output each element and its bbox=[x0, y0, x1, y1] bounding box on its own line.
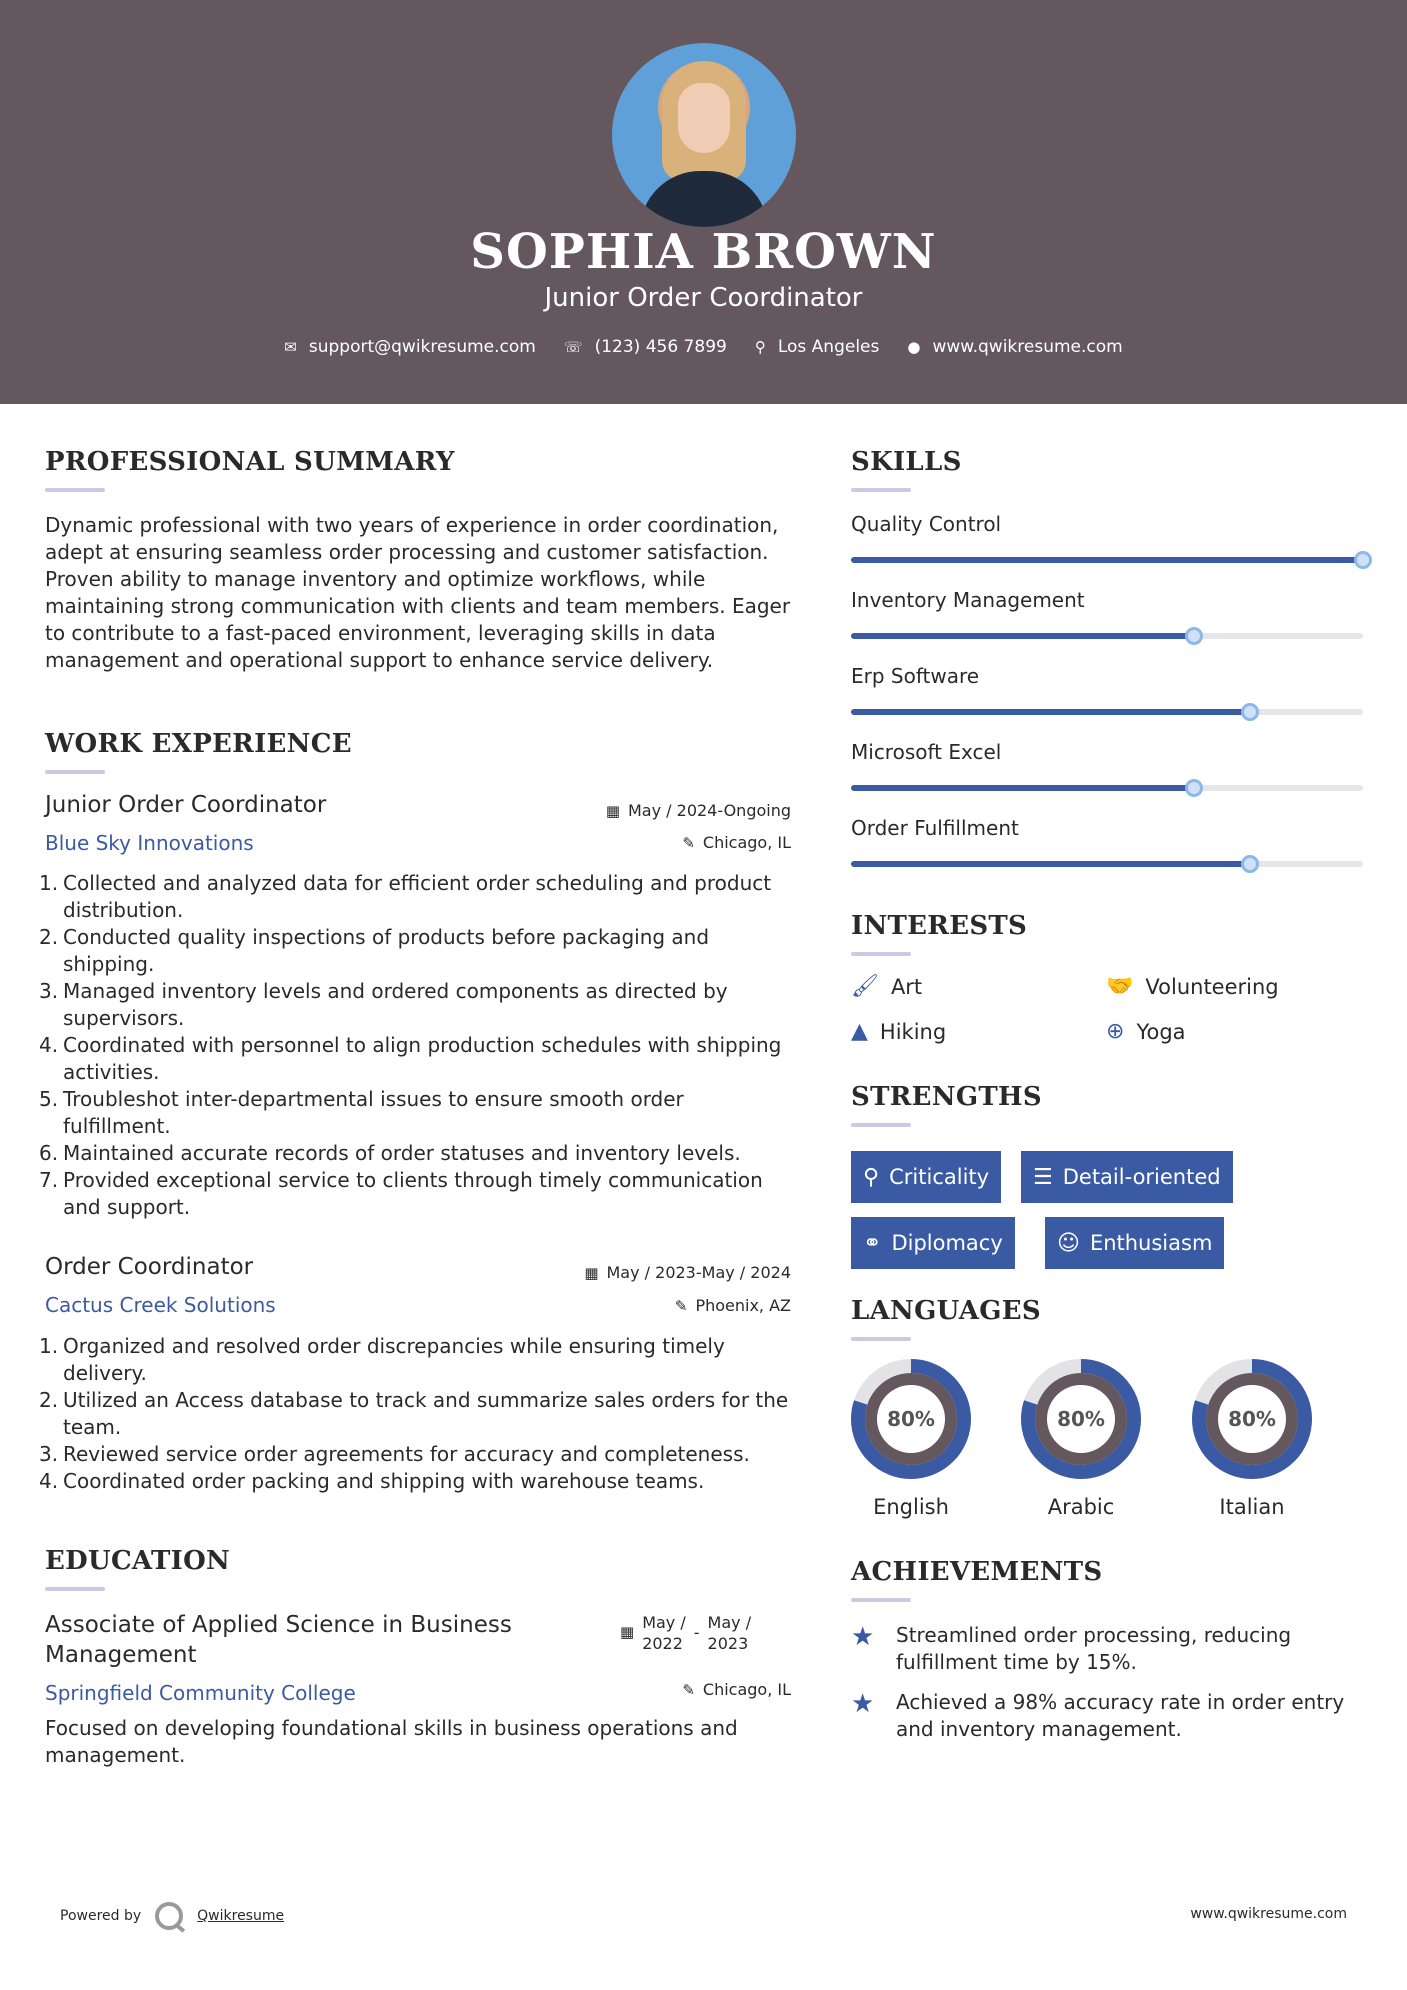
skill-level-bar bbox=[851, 557, 1363, 563]
interest-item: ▲ Hiking bbox=[851, 1019, 947, 1044]
star-icon: ★ bbox=[851, 1689, 875, 1719]
star-icon: ★ bbox=[851, 1622, 875, 1652]
job-location: ✎ Phoenix, AZ bbox=[674, 1296, 791, 1315]
achievements-heading: ACHIEVEMENTS bbox=[851, 1557, 1103, 1587]
skill-level-bar bbox=[851, 633, 1363, 639]
skill-level-knob bbox=[1241, 703, 1259, 721]
header-banner bbox=[0, 0, 1407, 404]
job-duties bbox=[39, 870, 797, 1221]
envelope-icon: ✉ bbox=[284, 338, 297, 356]
skill-level-knob bbox=[1185, 627, 1203, 645]
map-pin-icon: ⚲ bbox=[754, 338, 766, 356]
qwikresume-link[interactable]: Qwikresume bbox=[197, 1908, 285, 1924]
language-percent-label: 80% bbox=[887, 1407, 935, 1431]
languages-heading: LANGUAGES bbox=[851, 1296, 1041, 1326]
summary-text: Dynamic professional with two years of experience in order coordination, adept at ensuring seamless order processing and customer satisfaction. Proven ability to manage inventory and optimize workflows, while maintaining strong communication with clients and team members. Eager to contribute to a fast-paced environment, leveraging skills in data management and operational support to enhance service delivery. bbox=[45, 513, 791, 672]
skill-level-fill bbox=[851, 709, 1250, 715]
contact-phone[interactable]: ☏ (123) 456 7899 bbox=[563, 337, 727, 357]
paintbrush-icon: 🖌 bbox=[851, 974, 879, 999]
footer-url[interactable]: www.qwikresume.com bbox=[1190, 1906, 1347, 1922]
section-divider bbox=[851, 1598, 911, 1602]
qwikresume-logo-icon bbox=[155, 1902, 183, 1930]
interest-item: 🤝 Volunteering bbox=[1106, 974, 1279, 999]
skill-level-knob bbox=[1185, 779, 1203, 797]
job-dates: ▦ May / 2024-Ongoing bbox=[605, 801, 791, 820]
strengths-heading: STRENGTHS bbox=[851, 1082, 1042, 1112]
achievement-item: Streamlined order processing, reducing fulfillment time by 15%. bbox=[896, 1623, 1292, 1674]
interests-heading: INTERESTS bbox=[851, 911, 1028, 941]
section-divider bbox=[851, 1337, 911, 1341]
skill-level-knob bbox=[1241, 855, 1259, 873]
strength-badge: ⚲ Criticality bbox=[851, 1151, 1001, 1203]
skill-level-knob bbox=[1354, 551, 1372, 569]
language-name: Arabic bbox=[1047, 1495, 1115, 1519]
job-title: Order Coordinator bbox=[45, 1254, 254, 1280]
language-name: English bbox=[873, 1495, 949, 1519]
handshake-icon: 🤝 bbox=[1106, 974, 1134, 999]
candidate-name: SOPHIA BROWN bbox=[470, 224, 937, 280]
achievement-item: Achieved a 98% accuracy rate in order entry and inventory management. bbox=[896, 1690, 1345, 1741]
language-donut bbox=[850, 1358, 972, 1480]
language-name: Italian bbox=[1219, 1495, 1285, 1519]
skill-level-bar bbox=[851, 709, 1363, 715]
contact-location: ⚲ Los Angeles bbox=[754, 337, 880, 357]
list-item: 2. Conducted quality inspections of products before packaging and shipping. bbox=[39, 925, 710, 976]
interest-item: 🖌 Art bbox=[851, 974, 923, 999]
skill-name: Quality Control bbox=[851, 512, 1002, 536]
language-percent-label: 80% bbox=[1057, 1407, 1105, 1431]
list-item: 4. Coordinated order packing and shipping with warehouse teams. bbox=[39, 1469, 705, 1493]
list-item: 3. Managed inventory levels and ordered components as directed by supervisors. bbox=[39, 979, 728, 1030]
footer-powered-by: Powered by Qwikresume bbox=[60, 1902, 284, 1930]
work-heading: WORK EXPERIENCE bbox=[45, 729, 352, 759]
section-divider bbox=[851, 1123, 911, 1127]
skill-level-bar bbox=[851, 785, 1363, 791]
skill-level-bar bbox=[851, 861, 1363, 867]
calendar-icon: ▦ bbox=[584, 1264, 599, 1282]
skill-name: Microsoft Excel bbox=[851, 740, 1002, 764]
phone-icon: ☏ bbox=[563, 338, 583, 356]
list-item: 1. Organized and resolved order discrepancies while ensuring timely delivery. bbox=[39, 1334, 725, 1385]
list-item: 1. Collected and analyzed data for efficient order scheduling and product distribution. bbox=[39, 871, 772, 922]
calendar-icon: ▦ bbox=[620, 1623, 635, 1641]
language-percent-label: 80% bbox=[1228, 1407, 1276, 1431]
skills-heading: SKILLS bbox=[851, 447, 962, 477]
list-item: 2. Utilized an Access database to track and summarize sales orders for the team. bbox=[39, 1388, 789, 1439]
globe-icon: ● bbox=[907, 338, 921, 356]
contact-bar bbox=[0, 337, 1407, 357]
candidate-title: Junior Order Coordinator bbox=[544, 283, 863, 313]
list-item: 5. Troubleshot inter-departmental issues to ensure smooth order fulfillment. bbox=[39, 1087, 684, 1138]
job-company: Cactus Creek Solutions bbox=[45, 1293, 276, 1317]
school-name: Springfield Community College bbox=[45, 1681, 356, 1705]
smile-icon: ☺ bbox=[1057, 1230, 1080, 1256]
interest-item: ⊕ Yoga bbox=[1106, 1019, 1186, 1044]
strength-badge: ☰ Detail-oriented bbox=[1021, 1151, 1233, 1203]
skill-name: Inventory Management bbox=[851, 588, 1085, 612]
handshake-icon: ⚭ bbox=[863, 1230, 882, 1256]
language-donut bbox=[1020, 1358, 1142, 1480]
language-donut bbox=[1191, 1358, 1313, 1480]
skill-level-fill bbox=[851, 785, 1194, 791]
strength-badge: ☺ Enthusiasm bbox=[1045, 1217, 1224, 1269]
job-company: Blue Sky Innovations bbox=[45, 831, 254, 855]
calendar-icon: ▦ bbox=[605, 802, 620, 820]
contact-email[interactable]: ✉ support@qwikresume.com bbox=[284, 337, 536, 357]
skill-name: Erp Software bbox=[851, 664, 980, 688]
education-dates: ▦ May / 2022 - May / 2023 bbox=[620, 1613, 752, 1653]
skill-name: Order Fulfillment bbox=[851, 816, 1019, 840]
skill-level-fill bbox=[851, 861, 1250, 867]
search-icon: ⚲ bbox=[863, 1164, 880, 1190]
pushpin-icon: ✎ bbox=[674, 1297, 688, 1315]
lifebuoy-icon: ⊕ bbox=[1106, 1019, 1125, 1044]
job-dates: ▦ May / 2023-May / 2024 bbox=[584, 1263, 791, 1282]
section-divider bbox=[851, 488, 911, 492]
degree-title: Associate of Applied Science in Business Management bbox=[45, 1612, 512, 1668]
pushpin-icon: ✎ bbox=[682, 834, 695, 852]
education-text: Focused on developing foundational skills in business operations and management. bbox=[45, 1716, 738, 1767]
list-item: 7. Provided exceptional service to clients through timely communication and support. bbox=[39, 1168, 763, 1219]
skill-level-fill bbox=[851, 557, 1363, 563]
pushpin-icon: ✎ bbox=[682, 1681, 695, 1699]
skill-level-fill bbox=[851, 633, 1194, 639]
job-location: ✎ Chicago, IL bbox=[682, 833, 791, 852]
tree-icon: ▲ bbox=[851, 1019, 868, 1044]
list-item: 3. Reviewed service order agreements for accuracy and completeness. bbox=[39, 1442, 750, 1466]
job-title: Junior Order Coordinator bbox=[45, 792, 327, 818]
section-divider bbox=[45, 770, 105, 774]
list-item: 6. Maintained accurate records of order statuses and inventory levels. bbox=[39, 1141, 741, 1165]
contact-website[interactable]: ● www.qwikresume.com bbox=[907, 337, 1123, 357]
section-divider bbox=[851, 952, 911, 956]
profile-photo bbox=[612, 43, 796, 227]
section-divider bbox=[45, 488, 105, 492]
education-heading: EDUCATION bbox=[45, 1546, 231, 1576]
summary-heading: PROFESSIONAL SUMMARY bbox=[45, 447, 455, 477]
list-icon: ☰ bbox=[1033, 1164, 1053, 1190]
section-divider bbox=[45, 1587, 105, 1591]
education-location: ✎ Chicago, IL bbox=[682, 1680, 791, 1699]
strength-badge: ⚭ Diplomacy bbox=[851, 1217, 1015, 1269]
list-item: 4. Coordinated with personnel to align production schedules with shipping activities. bbox=[39, 1033, 782, 1084]
job-duties bbox=[39, 1333, 797, 1495]
